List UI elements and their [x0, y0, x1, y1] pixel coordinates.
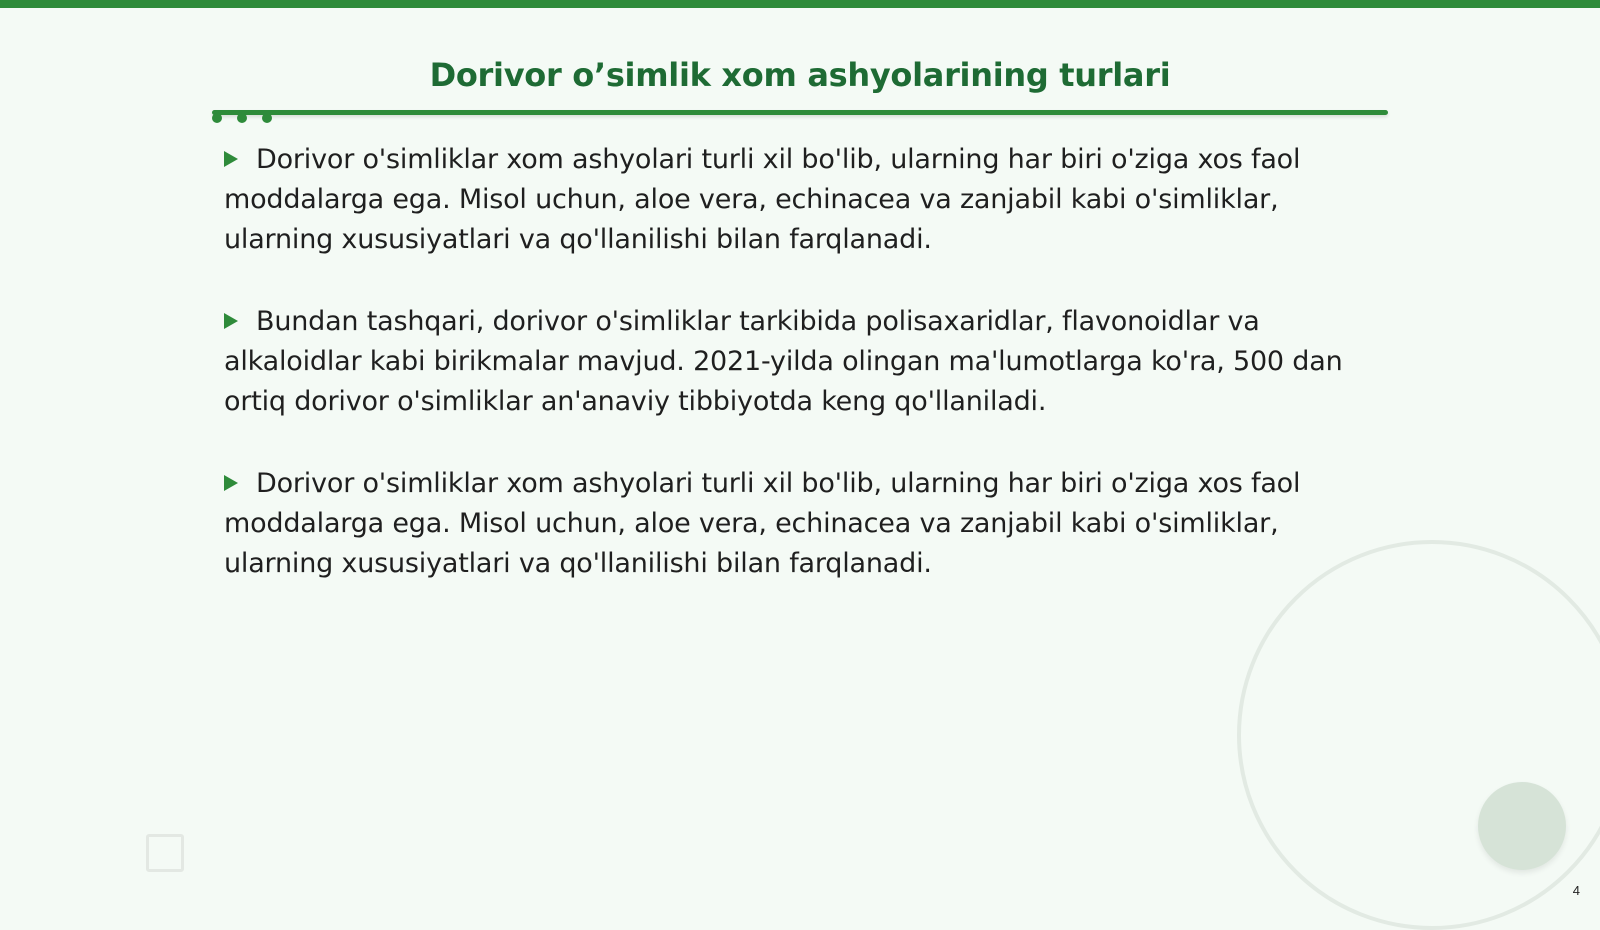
bullet-text-2: Bundan tashqari, dorivor o'simliklar tarkibida polisaxaridlar, flavonoidlar va alkaloidlar kabi birikmalar mavjud. 2021-yilda olingan ma'lumotlarga ko'ra, 500 dan ortiq dorivor o'simliklar an'anaviy tibbiyotda keng qo'llaniladi.	[224, 306, 1343, 417]
title-underline	[212, 110, 1388, 115]
decorative-circle	[1478, 782, 1566, 870]
triangle-bullet-icon	[224, 313, 238, 329]
triangle-bullet-icon	[224, 475, 238, 491]
bullet-item-2	[224, 302, 1364, 422]
top-accent-bar	[0, 0, 1600, 8]
bullet-list	[224, 140, 1364, 626]
bullet-text-1: Dorivor o'simliklar xom ashyolari turli xil bo'lib, ularning har biri o'ziga xos faol moddalarga ega. Misol uchun, aloe vera, echinacea va zanjabil kabi o'simliklar, ularning xususiyatlari va qo'llanilishi bilan farqlanadi.	[224, 144, 1301, 255]
bullet-item-1	[224, 140, 1364, 260]
decorative-ring	[1237, 540, 1600, 930]
page-number: 4	[1572, 883, 1580, 898]
bullet-text-3: Dorivor o'simliklar xom ashyolari turli xil bo'lib, ularning har biri o'ziga xos faol moddalarga ega. Misol uchun, aloe vera, echinacea va zanjabil kabi o'simliklar, ularning xususiyatlari va qo'llanilishi bilan farqlanadi.	[224, 468, 1301, 579]
decorative-square	[146, 834, 184, 872]
decorative-dot-1	[212, 113, 222, 123]
bullet-item-3	[224, 464, 1364, 584]
triangle-bullet-icon	[224, 151, 238, 167]
slide-title: Dorivor o’simlik xom ashyolarining turlari	[429, 56, 1171, 94]
decorative-dot-2	[237, 113, 247, 123]
decorative-dot-3	[262, 113, 272, 123]
